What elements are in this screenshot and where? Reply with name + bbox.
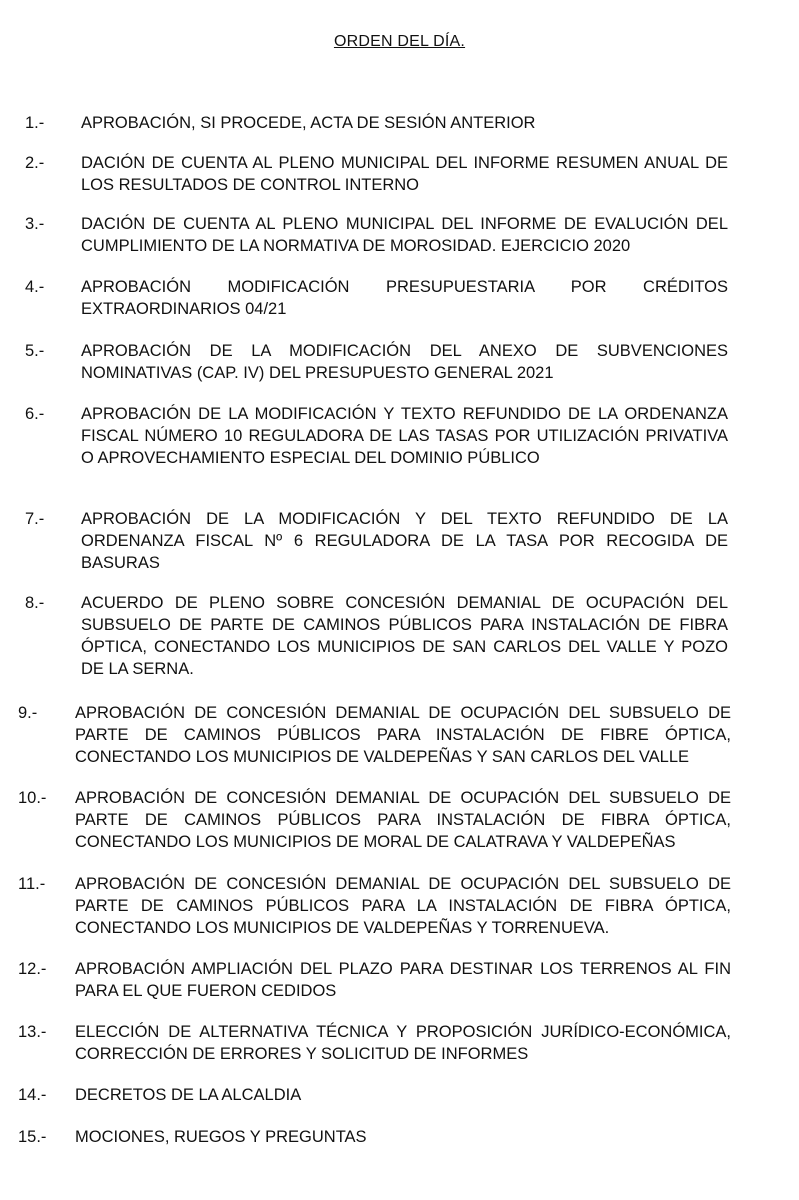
item-number: 11.- <box>18 875 46 893</box>
item-number: 7.- <box>25 510 45 528</box>
item-text: DACIÓN DE CUENTA AL PLENO MUNICIPAL DEL INFORME RESUMEN ANUAL DE LOS RESULTADOS DE CONTROL INTERNO <box>81 154 728 194</box>
item-number: 13.- <box>18 1023 47 1041</box>
item-text: APROBACIÓN, SI PROCEDE, ACTA DE SESIÓN ANTERIOR <box>81 114 536 132</box>
item-text: APROBACIÓN DE LA MODIFICACIÓN Y DEL TEXTO REFUNDIDO DE LA ORDENANZA FISCAL Nº 6 REGULADORA DE LA TASA POR RECOGIDA DE BASURAS <box>81 510 728 572</box>
item-number: 3.- <box>25 215 45 233</box>
item-number: 12.- <box>18 960 47 978</box>
item-number: 10.- <box>18 789 47 807</box>
item-number: 8.- <box>25 594 45 612</box>
item-text: ACUERDO DE PLENO SOBRE CONCESIÓN DEMANIAL DE OCUPACIÓN DEL SUBSUELO DE PARTE DE CAMINOS PÚBLICOS PARA INSTALACIÓN DE FIBRA ÓPTICA, CONECTANDO LOS MUNICIPIOS DE SAN CARLOS DEL VALLE Y POZO DE LA SERNA. <box>81 594 728 678</box>
item-text: ELECCIÓN DE ALTERNATIVA TÉCNICA Y PROPOSICIÓN JURÍDICO-ECONÓMICA, CORRECCIÓN DE ERRORES Y SOLICITUD DE INFORMES <box>75 1023 731 1063</box>
item-text: APROBACIÓN DE LA MODIFICACIÓN Y TEXTO REFUNDIDO DE LA ORDENANZA FISCAL NÚMERO 10 REGULADORA DE LAS TASAS POR UTILIZACIÓN PRIVATIVA O APROVECHAMIENTO ESPECIAL DEL DOMINIO PÚBLICO <box>81 405 728 467</box>
item-text: APROBACIÓN DE CONCESIÓN DEMANIAL DE OCUPACIÓN DEL SUBSUELO DE PARTE DE CAMINOS PÚBLICOS PARA INSTALACIÓN DE FIBRA ÓPTICA, CONECTANDO LOS MUNICIPIOS DE MORAL DE CALATRAVA Y VALDEPEÑAS <box>75 789 731 851</box>
item-text: APROBACIÓN DE CONCESIÓN DEMANIAL DE OCUPACIÓN DEL SUBSUELO DE PARTE DE CAMINOS PÚBLICOS PARA LA INSTALACIÓN DE FIBRA ÓPTICA, CONECTANDO LOS MUNICIPIOS DE VALDEPEÑAS Y TORRENUEVA. <box>75 875 731 937</box>
item-number: 15.- <box>18 1128 47 1146</box>
item-text: APROBACIÓN MODIFICACIÓN PRESUPUESTARIA POR CRÉDITOS EXTRAORDINARIOS 04/21 <box>81 278 728 318</box>
item-number: 2.- <box>25 154 45 172</box>
item-text: DECRETOS DE LA ALCALDIA <box>75 1086 302 1104</box>
item-text: APROBACIÓN DE CONCESIÓN DEMANIAL DE OCUPACIÓN DEL SUBSUELO DE PARTE DE CAMINOS PÚBLICOS PARA INSTALACIÓN DE FIBRE ÓPTICA, CONECTANDO LOS MUNICIPIOS DE VALDEPEÑAS Y SAN CARLOS DEL VALLE <box>75 704 731 766</box>
item-number: 1.- <box>25 114 45 132</box>
item-text: MOCIONES, RUEGOS Y PREGUNTAS <box>75 1128 367 1146</box>
item-number: 9.- <box>18 704 38 722</box>
item-text: APROBACIÓN DE LA MODIFICACIÓN DEL ANEXO DE SUBVENCIONES NOMINATIVAS (CAP. IV) DEL PRESUPUESTO GENERAL 2021 <box>81 342 728 382</box>
item-number: 5.- <box>25 342 45 360</box>
item-number: 4.- <box>25 278 45 296</box>
item-number: 14.- <box>18 1086 47 1104</box>
item-text: APROBACIÓN AMPLIACIÓN DEL PLAZO PARA DESTINAR LOS TERRENOS AL FIN PARA EL QUE FUERON CEDIDOS <box>75 960 731 1000</box>
item-number: 6.- <box>25 405 45 423</box>
item-text: DACIÓN DE CUENTA AL PLENO MUNICIPAL DEL INFORME DE EVALUCIÓN DEL CUMPLIMIENTO DE LA NORMATIVA DE MOROSIDAD. EJERCICIO 2020 <box>81 215 728 255</box>
page-title: ORDEN DEL DÍA. <box>333 33 466 50</box>
